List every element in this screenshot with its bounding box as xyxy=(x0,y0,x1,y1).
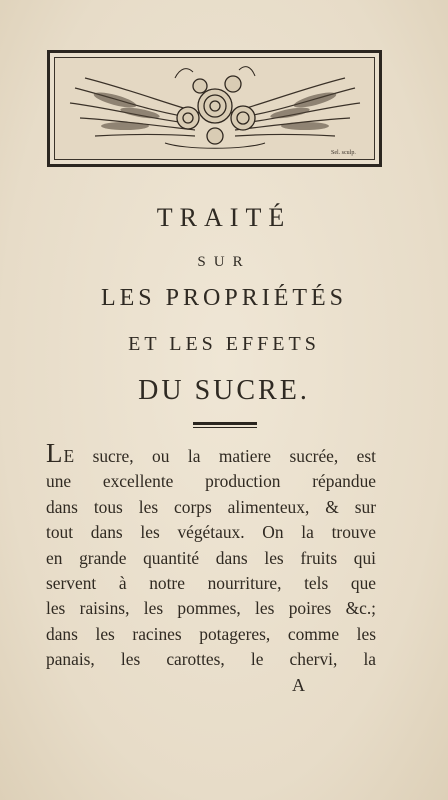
text-line: dans les racines potageres, comme les xyxy=(46,623,376,644)
title-line-sucre: DU SUCRE. xyxy=(138,375,310,406)
text-line: en grande quantité dans les fruits qui xyxy=(46,547,376,568)
text-line: tout dans les végétaux. On la trouve xyxy=(46,522,376,543)
title-line-proprietes: LES PROPRIÉTÉS xyxy=(100,285,348,311)
title-divider-rule xyxy=(193,422,257,425)
engraver-signature: Sel. sculp. xyxy=(331,150,356,156)
drop-cap: L xyxy=(46,438,64,468)
text-line: les raisins, les pommes, les poires &c.; xyxy=(46,598,376,619)
floral-ornament-image xyxy=(55,58,376,161)
body-paragraph xyxy=(46,438,376,673)
engraved-headpiece xyxy=(47,50,382,167)
title-line-sur: SUR xyxy=(197,254,251,270)
text-line-content: E sucre, ou la matiere sucrée, est xyxy=(63,446,376,466)
text-line: panais, les carottes, le chervi, la xyxy=(46,649,376,670)
text-line: servent à notre nourriture, tels que xyxy=(46,573,376,594)
text-line xyxy=(46,438,376,469)
text-line: dans tous les corps alimenteux, & sur xyxy=(46,496,376,517)
title-line-effets: ET LES EFFETS xyxy=(128,333,320,355)
headpiece-frame xyxy=(54,57,375,160)
text-line: une excellente production répandue xyxy=(46,471,376,492)
title-line-traite: TRAITÉ xyxy=(156,203,292,232)
signature-mark: A xyxy=(292,675,305,695)
